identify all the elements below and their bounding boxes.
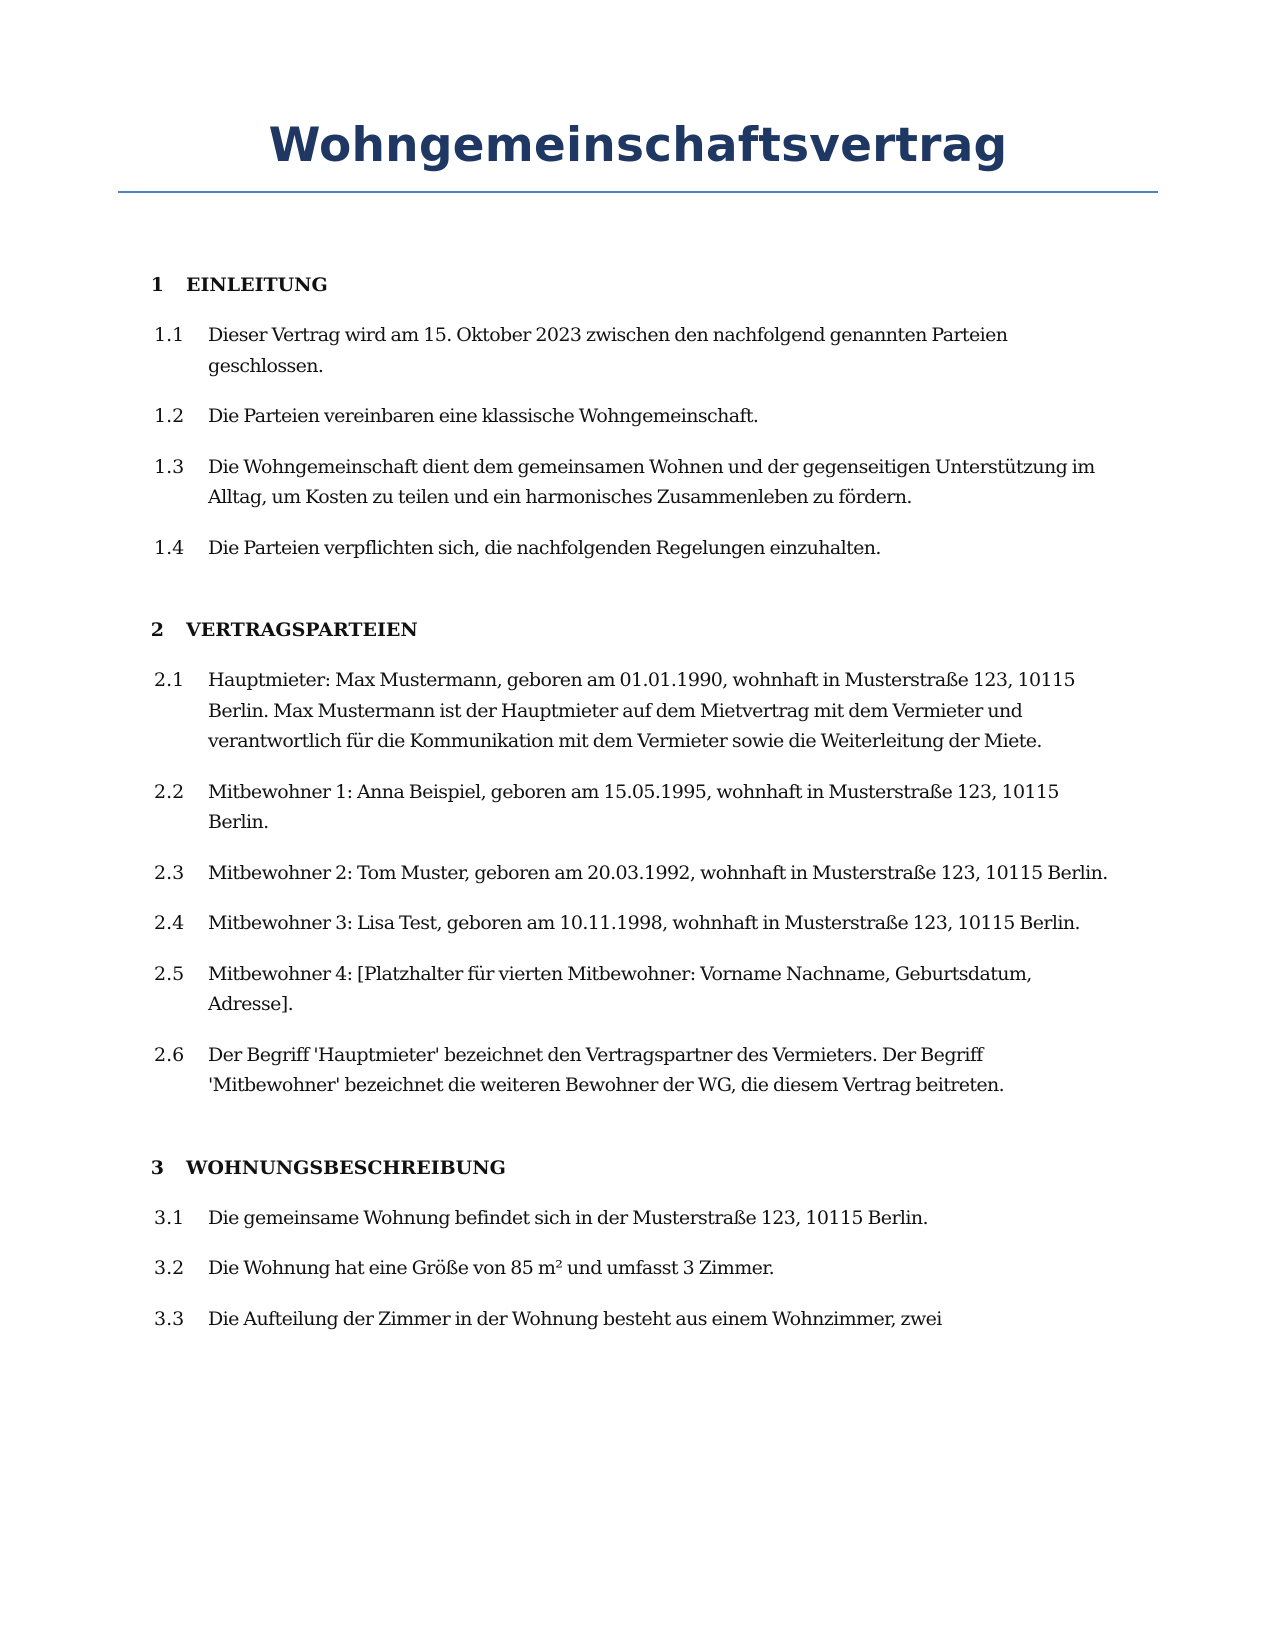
clause: [0, 1253, 1275, 1284]
clause-text: Die gemeinsame Wohnung befindet sich in der Musterstraße 123, 10115 Berlin.: [208, 1206, 928, 1229]
clause: [0, 1304, 1275, 1335]
clause: [0, 452, 1275, 513]
clause-text: Der Begriff 'Hauptmieter' bezeichnet den Vertragspartner des Vermieters. Der Begriff 'Mitbewohner' bezeichnet die weiteren Bewohner der WG, die diesem Vertrag beitreten.: [208, 1043, 1005, 1096]
clause: [0, 1203, 1275, 1234]
clause: [0, 959, 1275, 1020]
section-vertragsparteien: [0, 615, 1275, 1101]
clause-text: Dieser Vertrag wird am 15. Oktober 2023 zwischen den nachfolgend genannten Parteien geschlossen.: [208, 324, 1008, 377]
clause-number: 3.3: [154, 1307, 185, 1330]
clause-text: Mitbewohner 2: Tom Muster, geboren am 20.03.1992, wohnhaft in Musterstraße 123, 10115 Berlin.: [208, 861, 1108, 884]
clause: [0, 320, 1275, 381]
clause-text: Mitbewohner 4: [Platzhalter für vierten Mitbewohner: Vorname Nachname, Geburtsdatum, Adresse].: [208, 962, 1032, 1015]
clause-number: 1.1: [154, 324, 185, 346]
document-body: [0, 270, 1275, 1386]
clause-number: 1.2: [154, 405, 185, 427]
section-title: VERTRAGSPARTEIEN: [186, 619, 418, 641]
clause: [0, 665, 1275, 757]
clause-text: Mitbewohner 3: Lisa Test, geboren am 10.11.1998, wohnhaft in Musterstraße 123, 10115 Berlin.: [208, 912, 1080, 934]
clause: [0, 401, 1275, 432]
section-heading: [0, 1153, 1275, 1183]
clause-number: 2.4: [154, 912, 185, 934]
clause: [0, 777, 1275, 838]
clause-number: 2.2: [154, 780, 185, 803]
clause: [0, 533, 1275, 564]
clause-text: Hauptmieter: Max Mustermann, geboren am 01.01.1990, wohnhaft in Musterstraße 123, 10115 Berlin. Max Mustermann ist der Hauptmieter auf dem Mietvertrag mit dem Vermieter und verantwortlich für die Kommunikation mit dem Vermieter sowie die Weiterleitung der Miete.: [208, 669, 1075, 752]
clause: [0, 858, 1275, 889]
clause: [0, 908, 1275, 939]
section-number: 3: [150, 1156, 164, 1179]
clause-text: Die Aufteilung der Zimmer in der Wohnung besteht aus einem Wohnzimmer, zwei: [208, 1307, 942, 1330]
clause-number: 1.3: [154, 455, 185, 478]
clause-text: Die Parteien vereinbaren eine klassische Wohngemeinschaft.: [208, 405, 759, 427]
clause-text: Die Wohngemeinschaft dient dem gemeinsamen Wohnen und der gegenseitigen Unterstützung im Alltag, um Kosten zu teilen und ein harmonisches Zusammenleben zu fördern.: [208, 455, 1095, 508]
section-einleitung: [0, 270, 1275, 563]
section-number: 1: [150, 274, 164, 296]
section-number: 2: [150, 619, 164, 641]
clause-number: 3.2: [154, 1257, 185, 1279]
clause-text: Mitbewohner 1: Anna Beispiel, geboren am 15.05.1995, wohnhaft in Musterstraße 123, 10115 Berlin.: [208, 780, 1059, 833]
title-underline: [118, 191, 1158, 193]
section-heading: [0, 615, 1275, 645]
clause-text: Die Parteien verpflichten sich, die nachfolgenden Regelungen einzuhalten.: [208, 536, 881, 559]
document-title: Wohngemeinschaftsvertrag: [268, 118, 1008, 173]
clause-number: 3.1: [154, 1206, 185, 1229]
clause-number: 2.6: [154, 1043, 185, 1066]
section-wohnungsbeschreibung: [0, 1153, 1275, 1335]
section-title: EINLEITUNG: [186, 274, 328, 296]
section-heading: [0, 270, 1275, 300]
clause: [0, 1040, 1275, 1101]
clause-number: 2.3: [154, 861, 185, 884]
section-title: WOHNUNGSBESCHREIBUNG: [186, 1156, 506, 1179]
clause-text: Die Wohnung hat eine Größe von 85 m² und umfasst 3 Zimmer.: [208, 1257, 775, 1279]
clause-number: 1.4: [154, 536, 185, 559]
clause-number: 2.1: [154, 669, 185, 691]
clause-number: 2.5: [154, 962, 185, 985]
